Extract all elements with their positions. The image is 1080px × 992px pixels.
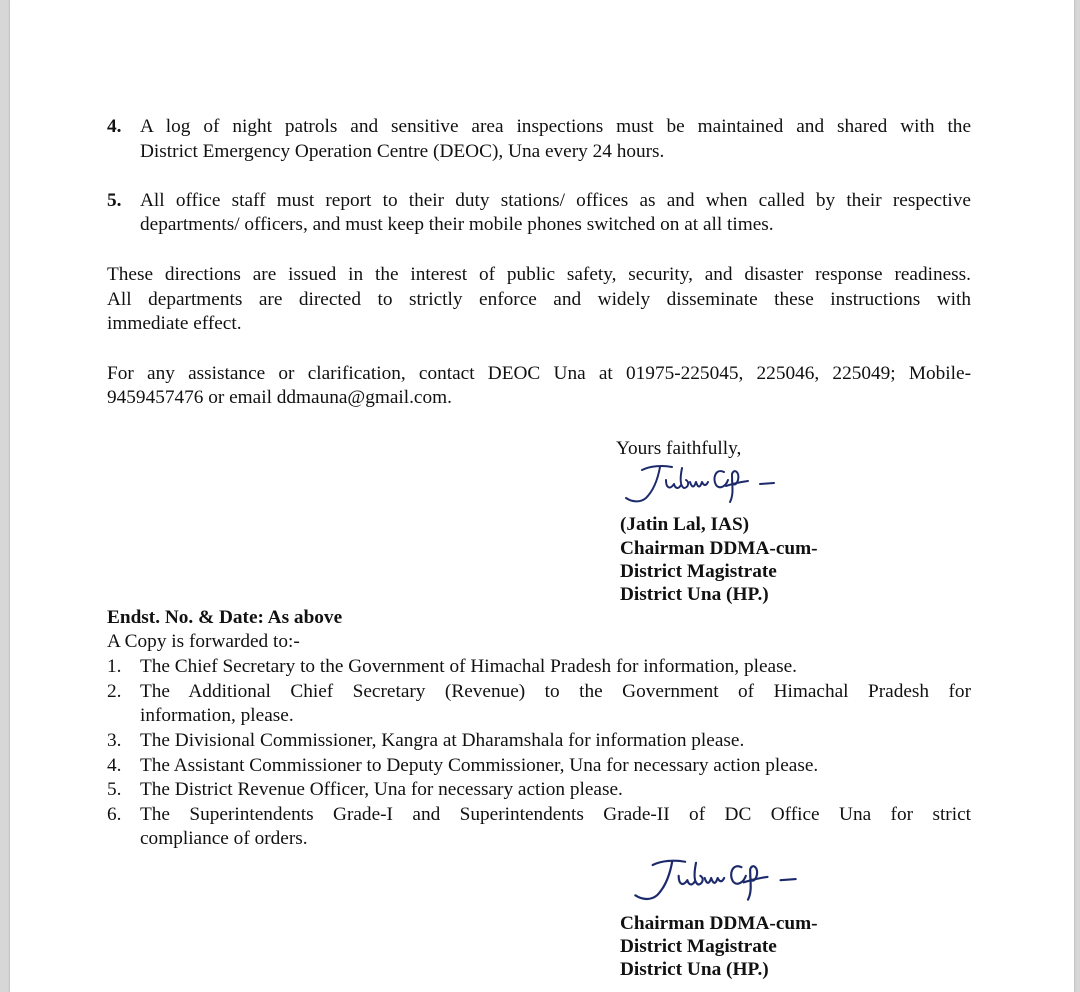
copy-line: information, please. [140, 705, 294, 726]
contact-line: For any assistance or clarification, contact DEOC Una at 01975-225045, 225046, 225049; Mobile- [107, 363, 971, 384]
signatory-name: (Jatin Lal, IAS) [620, 514, 750, 535]
signatory-designation: Chairman DDMA-cum- [620, 538, 818, 559]
signatory-designation: District Una (HP.) [620, 959, 769, 980]
point-line: departments/ officers, and must keep their mobile phones switched on at all times. [140, 214, 774, 235]
signatory-designation: District Magistrate [620, 936, 777, 957]
copy-line: The Chief Secretary to the Government of Himachal Pradesh for information, please. [140, 656, 797, 677]
document-page [10, 0, 1074, 992]
contact-line: 9459457476 or email ddmauna@gmail.com. [107, 387, 452, 408]
signatory-designation: District Una (HP.) [620, 584, 769, 605]
copy-line: The District Revenue Officer, Una for necessary action please. [140, 779, 623, 800]
copy-number: 4. [107, 755, 122, 776]
copy-line: compliance of orders. [140, 828, 308, 849]
signatory-designation: Chairman DDMA-cum- [620, 913, 818, 934]
copy-line: The Assistant Commissioner to Deputy Commissioner, Una for necessary action please. [140, 755, 819, 776]
copy-number: 2. [107, 681, 122, 702]
closing-text: Yours faithfully, [616, 438, 742, 459]
point-line: District Emergency Operation Centre (DEOC), Una every 24 hours. [140, 141, 665, 162]
copy-number: 5. [107, 779, 122, 800]
copy-number: 3. [107, 730, 122, 751]
copy-number: 6. [107, 804, 122, 825]
signature-image [628, 852, 803, 904]
endorsement-heading: Endst. No. & Date: As above [107, 607, 343, 628]
signature-image [620, 458, 780, 506]
point-line: All office staff must report to their duty stations/ offices as and when called by their respective [140, 190, 971, 211]
copy-number: 1. [107, 656, 122, 677]
paragraph-line: immediate effect. [107, 313, 242, 334]
paragraph-line: These directions are issued in the interest of public safety, security, and disaster response readiness. [107, 264, 971, 285]
endorsement-intro: A Copy is forwarded to:- [107, 631, 300, 652]
copy-line: The Divisional Commissioner, Kangra at Dharamshala for information please. [140, 730, 745, 751]
point-number: 4. [107, 116, 122, 137]
paragraph-line: All departments are directed to strictly enforce and widely disseminate these instructions with [107, 289, 971, 310]
copy-line: The Superintendents Grade-I and Superintendents Grade-II of DC Office Una for strict [140, 804, 971, 825]
copy-line: The Additional Chief Secretary (Revenue) to the Government of Himachal Pradesh for [140, 681, 971, 702]
point-number: 5. [107, 190, 122, 211]
signatory-designation: District Magistrate [620, 561, 777, 582]
point-line: A log of night patrols and sensitive area inspections must be maintained and shared with the [140, 116, 971, 137]
